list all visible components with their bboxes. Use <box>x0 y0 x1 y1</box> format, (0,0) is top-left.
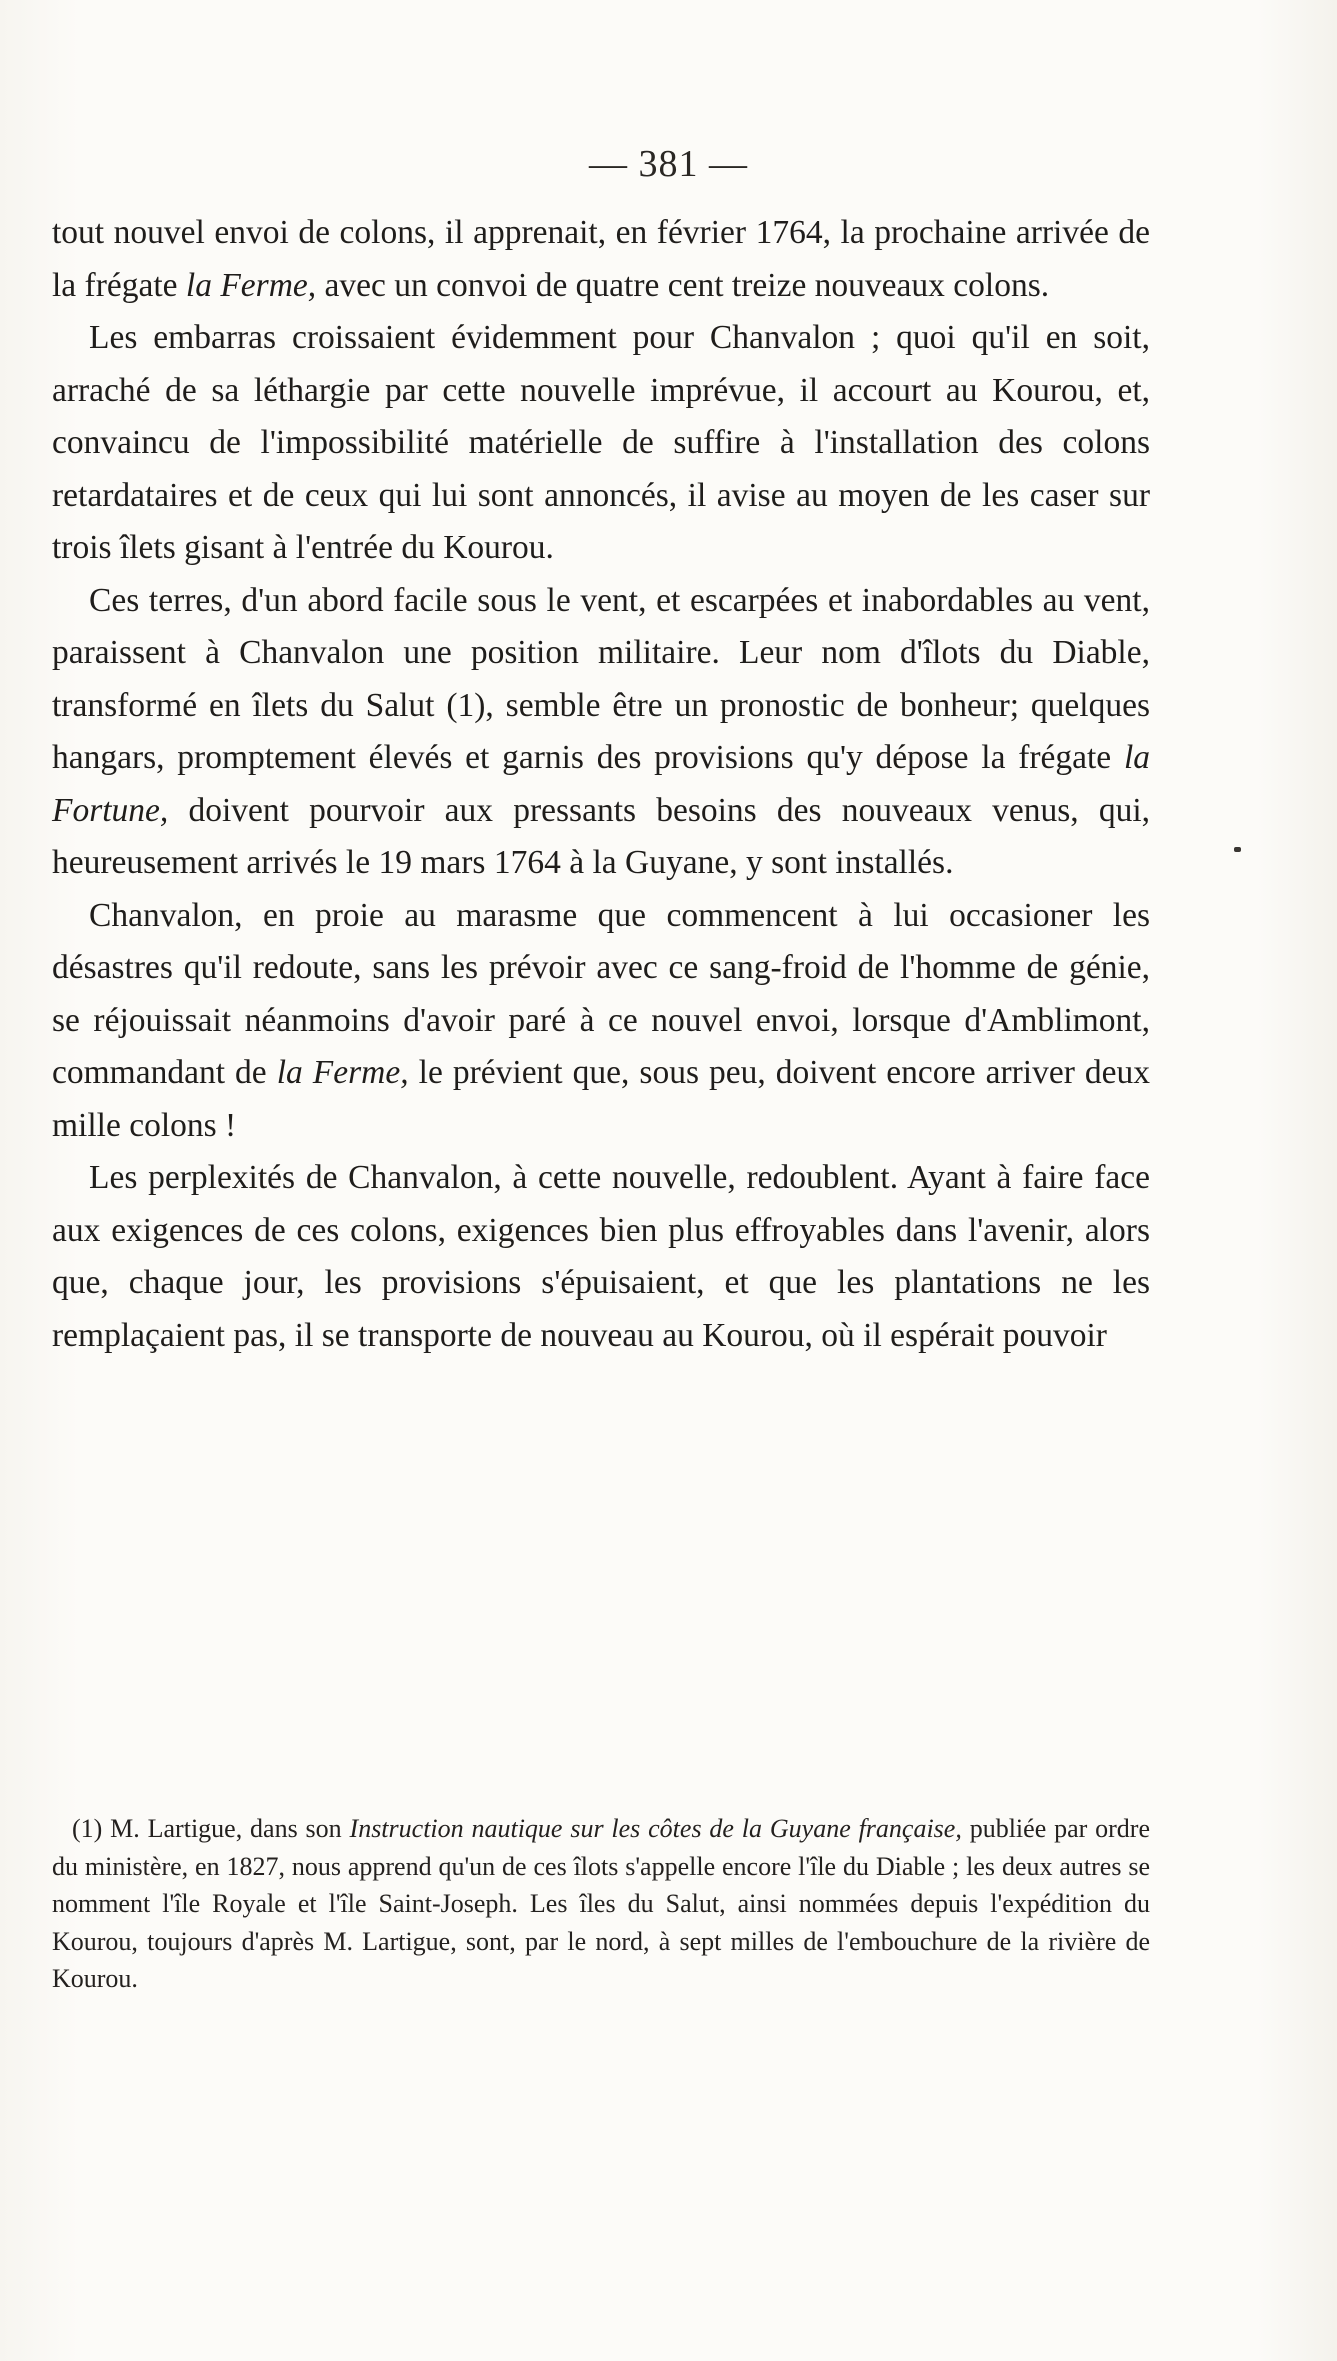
paragraph-4-text-b: le prévient que, sous peu, doivent encore arriver deux mille colons ! <box>52 1054 1151 1144</box>
ship-name-la-ferme: la Ferme, <box>185 266 317 304</box>
paragraph-3-text-b: doivent pourvoir aux pressants besoins des nouveaux venus, qui, heureusement arrivés le 19 mars 1764 à la Guyane, y sont installés. <box>52 791 1150 881</box>
footnote-paragraph <box>52 1810 1150 1998</box>
paragraph-1-text-a: tout nouvel envoi de colons, il apprenait, en février 1764, la prochaine arrivée de la frégate <box>52 214 1150 304</box>
page-number: — 381 — <box>589 143 748 185</box>
paragraph-1 <box>52 207 1150 312</box>
main-text <box>52 207 1150 1362</box>
footnote <box>52 1810 1150 1998</box>
footnote-text-a: (1) M. Lartigue, dans son <box>72 1814 350 1843</box>
paragraph-3-text-a: Ces terres, d'un abord facile sous le vent, et escarpées et inabordables au vent, paraissent à Chanvalon une position militaire. Leur nom d'îlots du Diable, transformé en îlets du Salut (1), semble être un pronostic de bonheur; quelques hangars, promptement élevés et garnis des provisions qu'y dépose la frégate <box>52 581 1150 776</box>
ship-name-la-ferme-2: la Ferme, <box>276 1054 409 1091</box>
paragraph-3 <box>52 575 1150 890</box>
footnote-book-title: Instruction nautique sur les côtes de la Guyane française, <box>349 1814 962 1843</box>
paragraph-2: Les embarras croissaient évidemment pour Chanvalon ; quoi qu'il en soit, arraché de sa léthargie par cette nouvelle imprévue, il accourt au Kourou, et, convaincu de l'impossibilité matérielle de suffire à l'installation des colons retardataires et de ceux qui lui sont annoncés, il avise au moyen de les caser sur trois îlets gisant à l'entrée du Kourou. <box>52 319 1150 566</box>
paragraph-4 <box>52 890 1150 1153</box>
paragraph-4-text-a: Chanvalon, en proie au marasme que commencent à lui occasioner les désastres qu'il redoute, sans les prévoir avec ce sang-froid de l'homme de génie, se réjouissait néanmoins d'avoir paré à ce nouvel envoi, lorsque d'Amblimont, commandant de <box>52 896 1150 1091</box>
paragraph-5: Les perplexités de Chanvalon, à cette nouvelle, redoublent. Ayant à faire face aux exigences de ces colons, exigences bien plus effroyables dans l'avenir, alors que, chaque jour, les provisions s'épuisaient, et que les plantations ne les remplaçaient pas, il se transporte de nouveau au Kourou, où il espérait pouvoir <box>52 1159 1150 1354</box>
paragraph-1-text-b: avec un convoi de quatre cent treize nouveaux colons. <box>316 266 1050 304</box>
ship-name-la-fortune: la Fortune, <box>52 739 1150 829</box>
ink-speck <box>1234 847 1241 852</box>
footnote-text-b: publiée par ordre du ministère, en 1827, nous apprend qu'un de ces îlots s'appelle encore l'île du Diable ; les deux autres se nomment l'île Royale et l'île Saint-Joseph. Les îles du Salut, ainsi nommées depuis l'expédition du Kourou, toujours d'après M. Lartigue, sont, par le nord, à sept milles de l'embouchure de la rivière de Kourou. <box>52 1814 1150 1993</box>
